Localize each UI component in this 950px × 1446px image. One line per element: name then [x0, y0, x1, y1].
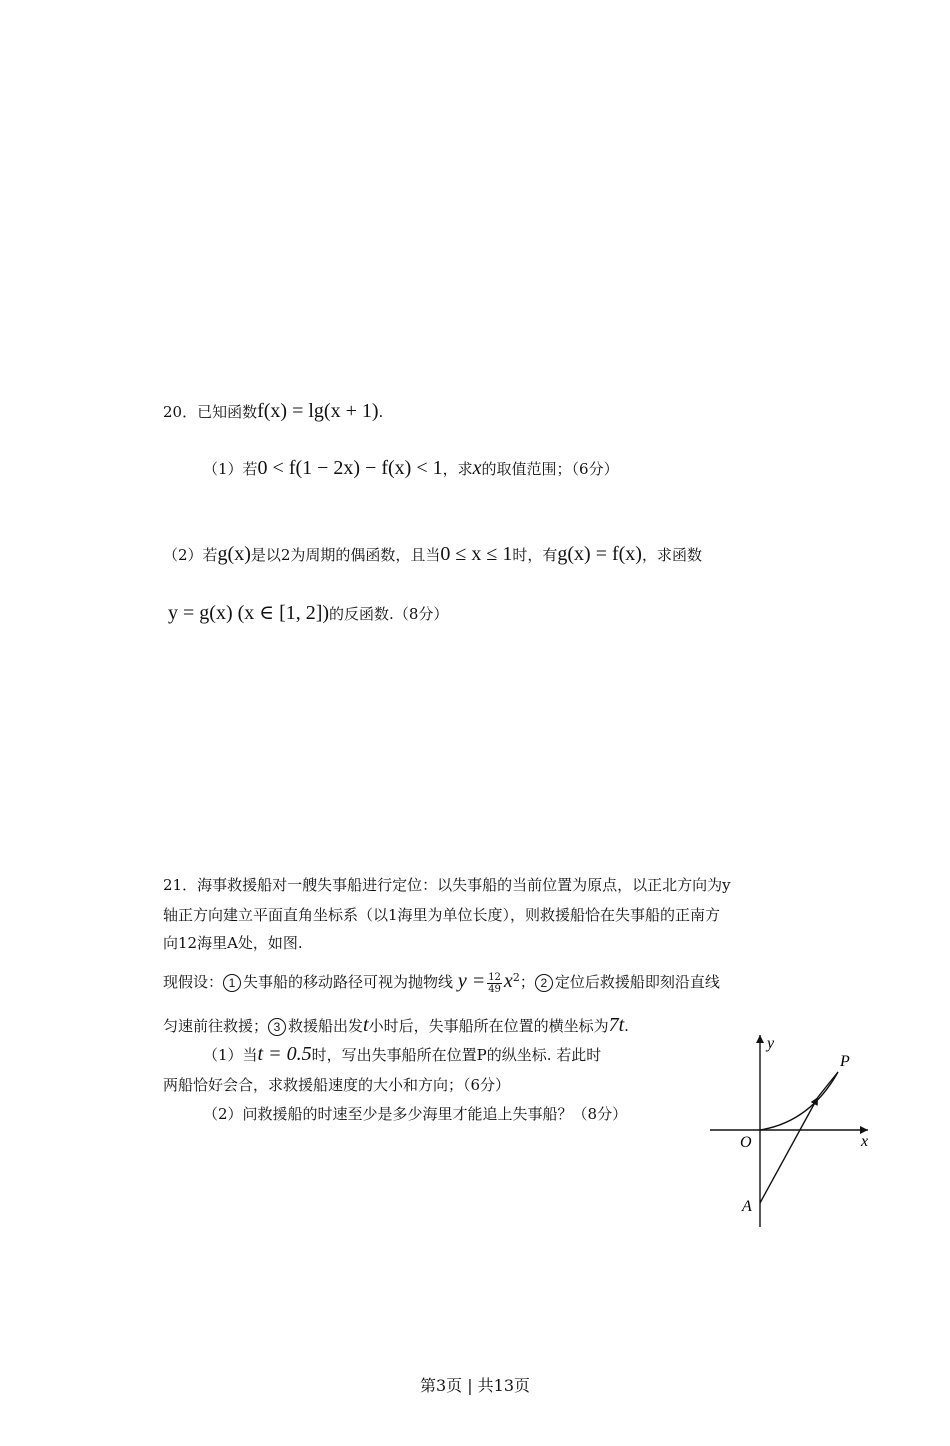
q21-part1-line2: 两船恰好会合，求救援船速度的大小和方向；（6分）: [163, 1076, 511, 1094]
fraction-12-49: $\frac{12}{49}$: [488, 971, 501, 995]
label-y: y: [767, 1035, 775, 1052]
q21-assumptions: 现假设： 1 失事船的移动路径可视为抛物线 y = $\frac{12}{49}$ $x^2$； 2 定位后救援船即刻沿直线: [163, 970, 720, 995]
q20-stem: 20．已知函数f(x) = lg(x + 1).: [163, 400, 384, 422]
q21-stem-line2: 轴正方向建立平面直角坐标系（以1海里为单位长度），则救援船恰在失事船的正南方: [163, 906, 721, 924]
q20-part1-inequality: 0 < f(1 − 2x) − f(x) < 1: [257, 457, 443, 479]
label-origin: O: [740, 1134, 752, 1151]
q20-function-formula: f(x) = lg(x + 1): [257, 400, 379, 422]
q20-part1: （1）若0 < f(1 − 2x) − f(x) < 1，求x的取值范围；（6分）: [203, 457, 619, 479]
q20-part2-line1: （2）若g(x)是以2为周期的偶函数，且当0 ≤ x ≤ 1时，有g(x) = f(x)，求函数: [163, 543, 702, 565]
rescue-route: [760, 1097, 818, 1203]
coordinate-figure: [705, 1030, 880, 1230]
q21-part2: （2）问救援船的时速至少是多少海里才能追上失事船？（8分）: [203, 1105, 628, 1123]
q21-stem-line1: 21．海事救援船对一艘失事船进行定位：以失事船的当前位置为原点，以正北方向为y: [163, 876, 731, 894]
q20-part2-line2: y = g(x) (x ∈ [1, 2])的反函数.（8分）: [168, 602, 449, 624]
page-footer: 第3页 | 共13页: [419, 1376, 531, 1395]
q21-stem-line3: 向12海里A处，如图.: [163, 934, 303, 952]
q21-part1-line1: （1）当t = 0.5时，写出失事船所在位置P的纵坐标. 若此时: [203, 1043, 602, 1065]
parabola-path: [760, 1072, 838, 1130]
label-a: A: [742, 1198, 752, 1215]
label-x: x: [861, 1133, 869, 1150]
rescue-route-end: [818, 1072, 838, 1097]
q21-assumptions-line2: 匀速前往救援； 3 救援船出发t小时后，失事船所在位置的横坐标为7t.: [163, 1014, 629, 1036]
label-p: P: [840, 1053, 850, 1070]
